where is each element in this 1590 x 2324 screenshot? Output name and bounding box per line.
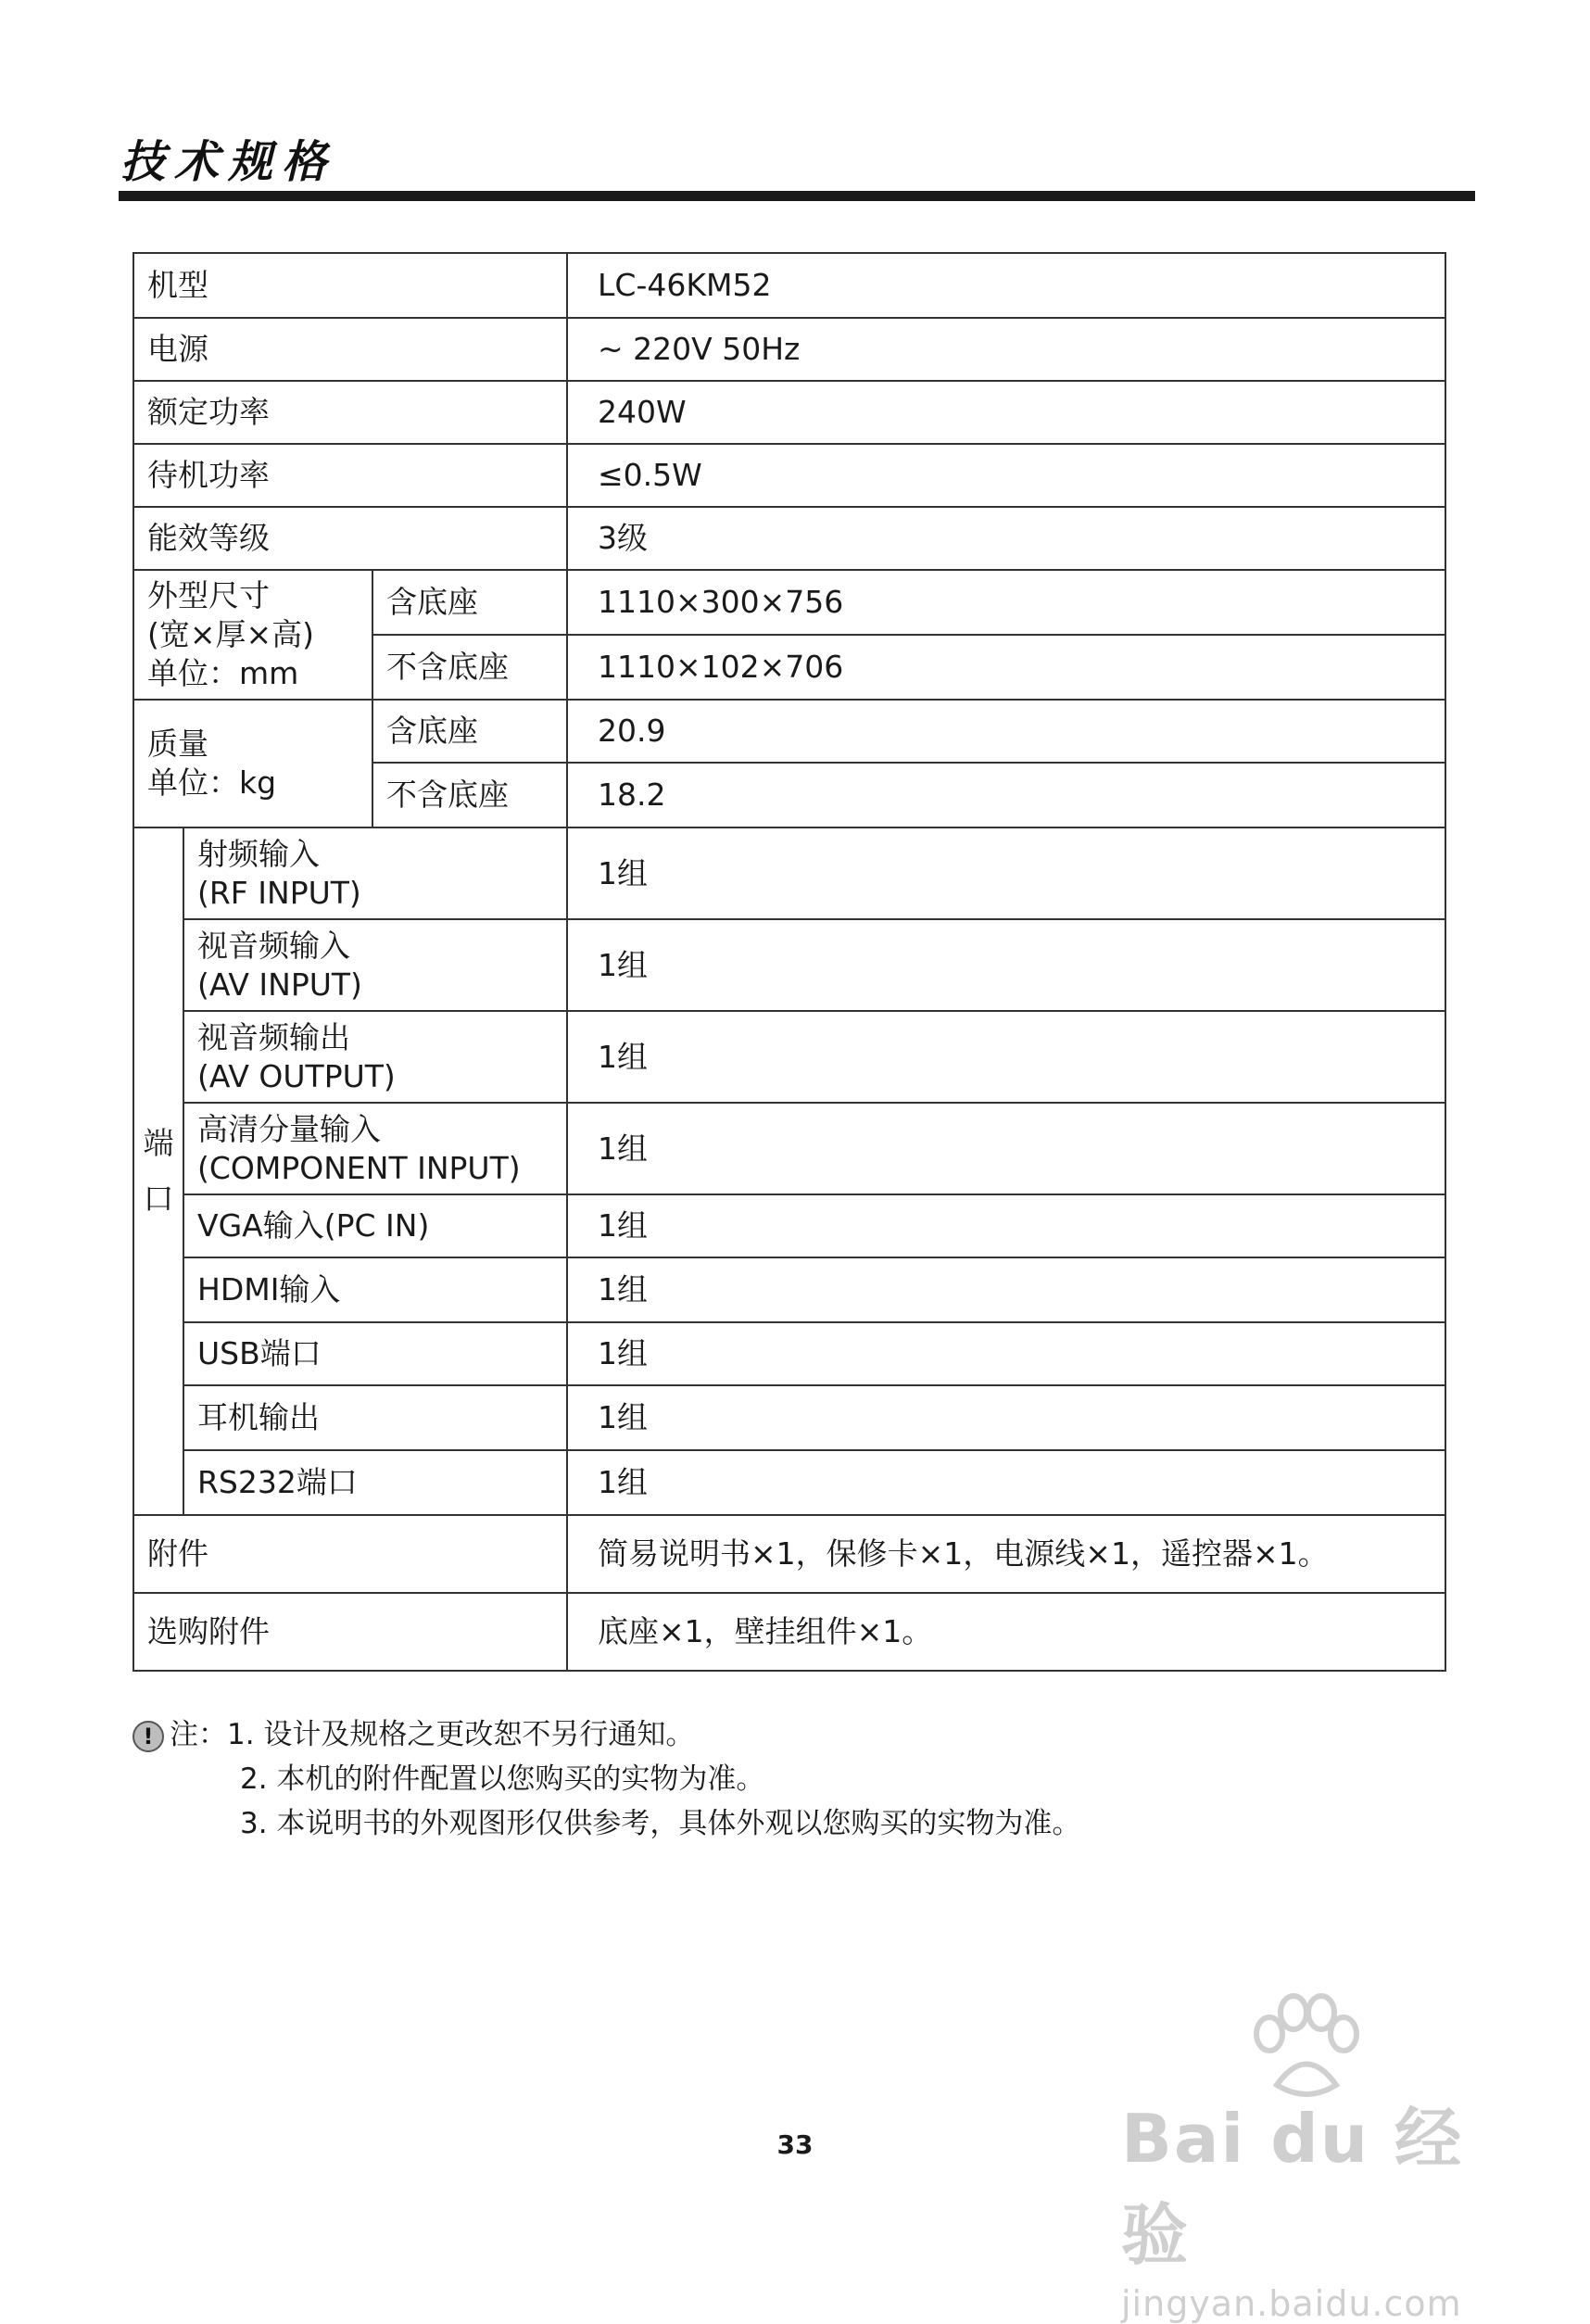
port-value: 1组 [567,827,1445,919]
spec-value: 18.2 [567,763,1445,827]
spec-row-port [133,827,1445,919]
spec-value: LC-46KM52 [567,253,1445,318]
port-label-line: 视音频输入 [197,927,350,964]
spec-sublabel: 不含底座 [372,763,567,827]
ports-group-char: 端 [143,1125,174,1161]
spec-value: 3级 [567,507,1445,570]
spec-row-port [133,1194,1445,1257]
weight-label-line: 质量 [147,726,208,762]
port-label-line: (AV INPUT) [197,966,362,1003]
port-value: 1组 [567,1194,1445,1257]
spec-label: 能效等级 [133,507,567,570]
weight-label [133,700,372,827]
port-value: 1组 [567,1385,1445,1450]
spec-row-accessories [133,1515,1445,1593]
ports-group-char: 口 [143,1181,174,1217]
spec-row-model [133,253,1445,318]
spec-label: 附件 [133,1515,567,1593]
spec-row-optional-accessories [133,1593,1445,1671]
title-divider [119,191,1475,201]
spec-value: 240W [567,381,1445,444]
port-label [183,1011,567,1103]
spec-row-port [133,1450,1445,1515]
port-label-line: 视音频输出 [197,1018,350,1055]
spec-row-energy-class [133,507,1445,570]
spec-sublabel: 含底座 [372,570,567,635]
port-label-line: (RF INPUT) [197,874,361,911]
spec-row-port [133,1011,1445,1103]
port-label-line: (AV OUTPUT) [197,1057,396,1094]
spec-row-weight-with-base [133,700,1445,763]
weight-label-line: 单位：kg [147,764,277,801]
spec-row-port [133,1257,1445,1322]
page-number: 33 [776,2129,814,2160]
port-value: 1组 [567,1322,1445,1385]
ports-group-label [133,827,183,1515]
paw-icon [1242,1992,1362,2103]
spec-table [132,252,1446,1672]
spec-sublabel: 含底座 [372,700,567,763]
port-value: 1组 [567,919,1445,1011]
spec-row-port [133,1322,1445,1385]
spec-value: 20.9 [567,700,1445,763]
note-row [132,1712,1080,1757]
spec-label: 待机功率 [133,444,567,507]
port-label-line: 高清分量输入 [197,1110,381,1147]
spec-row-dimensions-with-base [133,570,1445,635]
spec-row-port [133,1103,1445,1194]
dimensions-label-line: 外型尺寸 [147,577,270,613]
dimensions-label-line: (宽×厚×高) [147,616,315,652]
port-label: 耳机输出 [183,1385,567,1450]
note-row [132,1757,1080,1801]
note-item: 2. 本机的附件配置以您购买的实物为准。 [240,1762,765,1796]
note-row [132,1801,1080,1846]
exclamation-icon: ! [132,1721,164,1752]
spec-value: ≤0.5W [567,444,1445,507]
spec-row-port [133,919,1445,1011]
dimensions-label-line: 单位：mm [147,655,299,691]
baidu-watermark [1121,2020,1510,2324]
port-label: HDMI输入 [183,1257,567,1322]
port-label [183,919,567,1011]
spec-label: 机型 [133,253,567,318]
port-label: USB端口 [183,1322,567,1385]
note-item: 1. 设计及规格之更改恕不另行通知。 [227,1718,695,1751]
dimensions-label [133,570,372,700]
watermark-logo-text: Bai du 经验 [1121,2100,1464,2274]
spec-value: 底座×1，壁挂组件×1。 [567,1593,1445,1671]
spec-value: ~ 220V 50Hz [567,318,1445,381]
port-label: RS232端口 [183,1450,567,1515]
port-value: 1组 [567,1450,1445,1515]
spec-value: 1110×102×706 [567,635,1445,700]
page-title: 技术规格 [120,136,336,188]
spec-row-standby-power [133,444,1445,507]
port-label [183,1103,567,1194]
port-label-line: (COMPONENT INPUT) [197,1149,521,1186]
spec-row-port [133,1385,1445,1450]
spec-label: 额定功率 [133,381,567,444]
watermark-url: jingyan.baidu.com [1121,2283,1462,2324]
spec-sublabel: 不含底座 [372,635,567,700]
port-value: 1组 [567,1011,1445,1103]
notes [132,1712,1080,1846]
spec-value: 简易说明书×1，保修卡×1，电源线×1，遥控器×1。 [567,1515,1445,1593]
port-value: 1组 [567,1103,1445,1194]
port-label [183,827,567,919]
spec-row-power-supply [133,318,1445,381]
notes-prefix: 注： [170,1718,227,1751]
spec-row-rated-power [133,381,1445,444]
port-label-line: 射频输入 [197,835,320,872]
port-value: 1组 [567,1257,1445,1322]
spec-label: 选购附件 [133,1593,567,1671]
note-item: 3. 本说明书的外观图形仅供参考，具体外观以您购买的实物为准。 [240,1807,1081,1840]
port-label: VGA输入(PC IN) [183,1194,567,1257]
spec-value: 1110×300×756 [567,570,1445,635]
spec-label: 电源 [133,318,567,381]
